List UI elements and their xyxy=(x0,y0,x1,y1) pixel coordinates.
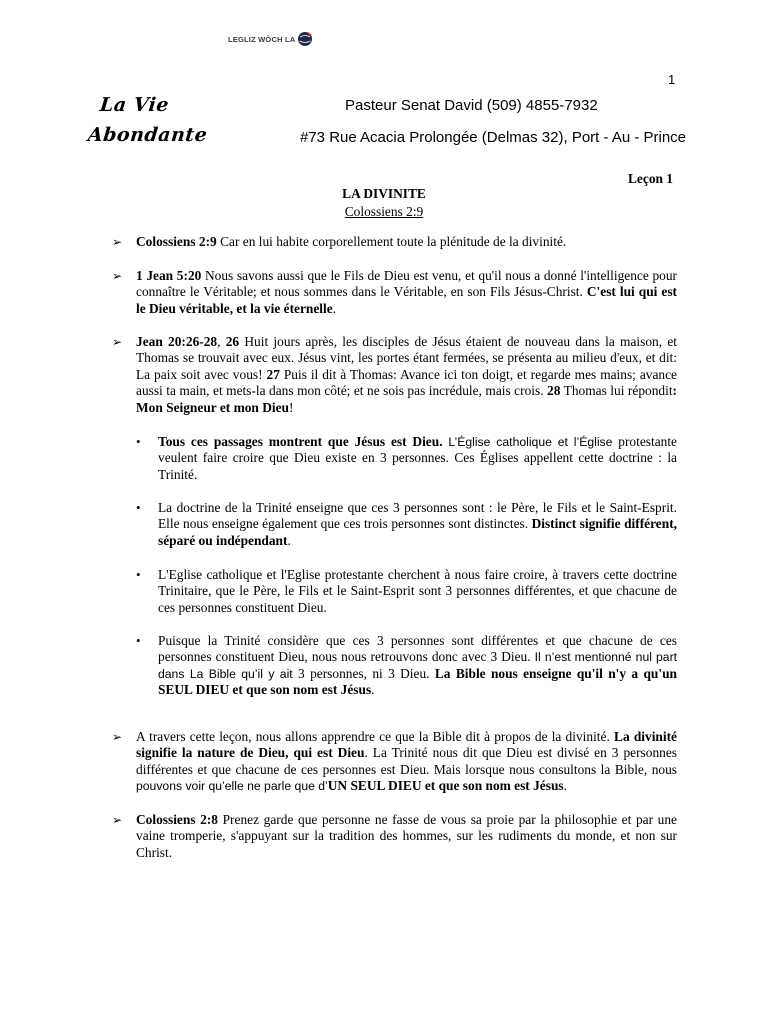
body-paragraph xyxy=(136,729,677,795)
bullet-dot-icon: • xyxy=(136,434,141,449)
bullet-paragraph xyxy=(158,567,677,616)
lesson-title: LA DIVINITE xyxy=(342,186,426,201)
verse-reference: Colossiens 2:8 xyxy=(136,812,218,827)
verse-number: 27 xyxy=(266,366,280,382)
verse-paragraph xyxy=(136,234,677,250)
arrow-bullet-icon: ➢ xyxy=(112,335,123,349)
brand-line-1: La Vie xyxy=(98,94,171,116)
body-text: . La Trinité nous dit que Dieu est divisé en 3 personnes différentes et que chacune de ces personnes est Dieu. Mais lorsque nous consultons la Bible, nous xyxy=(136,745,677,777)
verse-paragraph xyxy=(136,334,677,416)
arrow-bullet-icon: ➢ xyxy=(112,235,123,249)
verse-number: 26 xyxy=(225,334,240,349)
bullet-text: protestante veulent faire croire que Dieu existe en 3 personnes. Ces Églises appellent cette doctrine : la Trinité. xyxy=(158,434,677,482)
bullet-text: Puisque la Trinité considère que ces 3 personnes sont différentes et que chacune de ces personnes constituent Dieu, nous nous retrouvons donc avec 3 Dieu. xyxy=(158,633,677,665)
arrow-bullet-icon: ➢ xyxy=(112,813,123,827)
globe-icon xyxy=(297,31,313,47)
bullet-emphasis: Distinct signifie différent, séparé ou indépendant xyxy=(158,516,677,548)
verse-end: ! xyxy=(289,399,294,415)
logo-text: LEGLIZ WÒCH LA xyxy=(228,34,296,44)
verse-text: Puis il dit à Thomas: Avance ici ton doigt, et regarde mes mains; avance aussi ta main, et mets-la dans mon côté; et ne sois pas incrédule, mais crois. xyxy=(136,366,677,399)
verse-text: Nous savons aussi que le Fils de Dieu est venu, et qu'il nous a donné l'intelligence pour connaître le Véritable; et nous sommes dans le Véritable, en son Fils Jésus-Christ. xyxy=(136,268,678,300)
body-text: pouvons voir qu’elle ne parle que d’ xyxy=(136,779,328,794)
bullet-text: L'Eglise catholique et l'Eglise protestante cherchent à nous faire croire, à travers cette doctrine Trinitaire, que le Père, le Fils et le Saint-Esprit sont 3 personnes différentes, et que chacune de ces personnes constituent Dieu. xyxy=(158,567,677,615)
bullet-paragraph xyxy=(158,500,677,549)
brand-line-2: Abondante xyxy=(86,124,209,146)
verse-number: 28 xyxy=(547,383,561,399)
bullet-emphasis: La Bible nous enseigne qu'il n'y a qu'un SEUL DIEU et que son nom est Jésus xyxy=(158,665,677,698)
arrow-bullet-icon: ➢ xyxy=(112,730,123,744)
verse-paragraph xyxy=(136,268,677,317)
bullet-dot-icon: • xyxy=(136,567,141,582)
verse-paragraph xyxy=(136,812,677,861)
bullet-text: L’Église catholique et l’Église xyxy=(442,435,613,449)
verse-emphasis: : Mon Seigneur et mon Dieu xyxy=(136,383,678,415)
page-number: 1 xyxy=(668,72,676,87)
body-text: A travers cette leçon, nous allons apprendre ce que la Bible dit à propos de la divinité. xyxy=(136,729,615,744)
verse-reference: Jean 20:26-28 xyxy=(136,334,218,349)
verse-reference: 1 Jean 5:20 xyxy=(136,268,202,283)
bullet-text: Il n’est mentionné nul part dans La Bible qu’il y ait xyxy=(158,650,678,681)
pastor-contact: Pasteur Senat David (509) 4855-7932 xyxy=(345,97,598,114)
bullet-end: . xyxy=(371,682,375,698)
verse-text: Thomas lui répondit xyxy=(560,383,673,399)
bullet-paragraph xyxy=(158,633,677,699)
verse-emphasis: C'est lui qui est le Dieu véritable, et la vie éternelle xyxy=(136,284,678,316)
body-emphasis: La divinité signifie la nature de Dieu, qui est Dieu xyxy=(136,729,677,761)
verse-text: Car en lui habite corporellement toute la plénitude de la divinité. xyxy=(216,234,567,249)
bullet-dot-icon: • xyxy=(136,633,141,648)
verse-reference: Colossiens 2:9 xyxy=(136,234,217,249)
church-address: #73 Rue Acacia Prolongée (Delmas 32), Port - Au - Prince xyxy=(300,129,687,146)
bullet-dot-icon: • xyxy=(136,500,141,515)
bullet-text: La doctrine de la Trinité enseigne que ces 3 personnes sont : le Père, le Fils et le Saint-Esprit. Elle nous enseigne également que ces trois personnes sont distinctes. xyxy=(158,500,677,532)
bullet-end: . xyxy=(287,532,291,548)
church-logo xyxy=(228,28,313,50)
bullet-paragraph xyxy=(158,434,677,483)
bullet-emphasis: Tous ces passages montrent que Jésus est Dieu. xyxy=(158,434,443,449)
verse-text: Huit jours après, les disciples de Jésus étaient de nouveau dans la maison, et Thomas se trouvait avec eux. Jésus vint, les portes étant fermées, se présenta au milieu d'eux, et dit: La paix soit avec vous! xyxy=(136,334,677,382)
lesson-reference: Colossiens 2:9 xyxy=(344,204,424,219)
arrow-bullet-icon: ➢ xyxy=(112,269,123,283)
verse-text: Prenez garde que personne ne fasse de vous sa proie par la philosophie et par une vaine tromperie, s'appuyant sur la tradition des hommes, sur les rudiments du monde, et non sur Christ. xyxy=(136,812,677,860)
body-emphasis: UN SEUL DIEU et que son nom est Jésus xyxy=(327,778,564,794)
body-end: . xyxy=(563,778,567,794)
verse-end: . xyxy=(332,300,337,316)
verse-separator: , xyxy=(217,334,226,349)
lesson-number: Leçon 1 xyxy=(628,171,674,186)
bullet-text: 3 personnes, ni 3 Dieu. xyxy=(292,665,435,681)
